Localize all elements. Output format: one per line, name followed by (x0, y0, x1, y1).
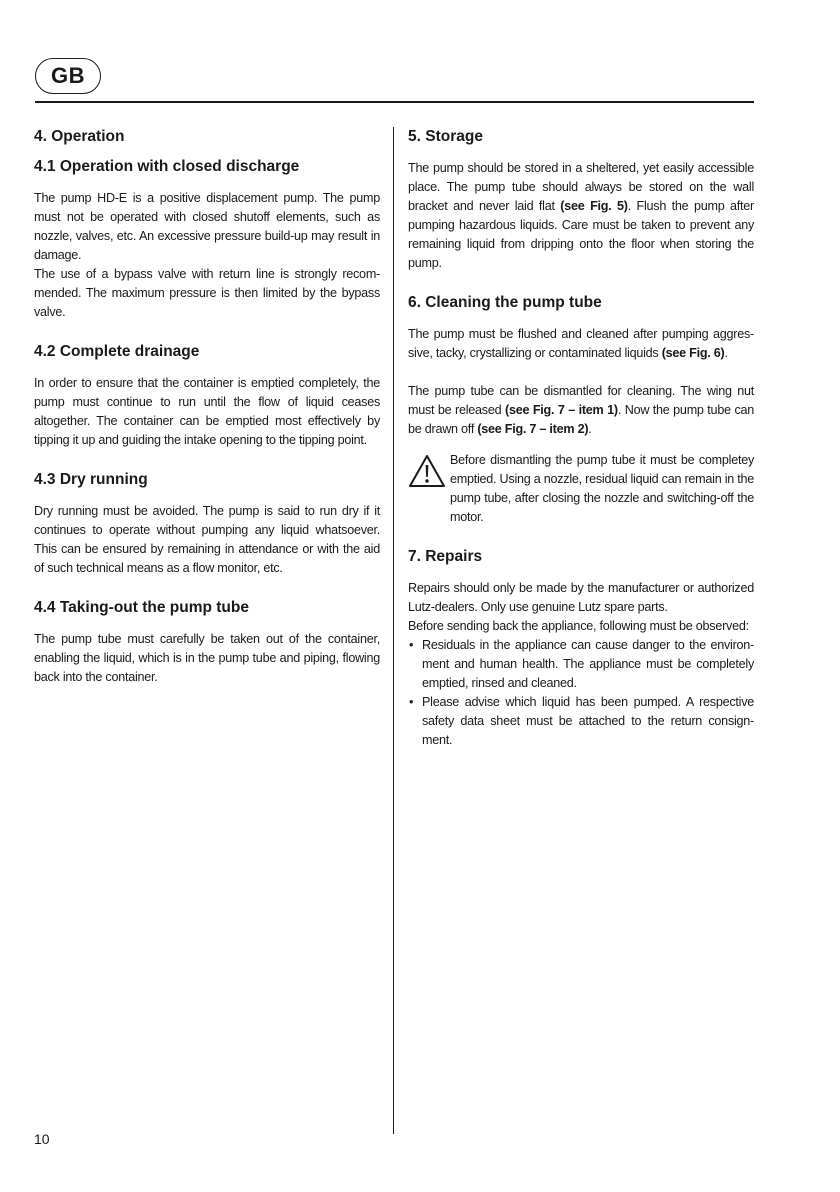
column-divider (393, 127, 394, 1134)
page-number: 10 (34, 1131, 50, 1147)
paragraph-closed-discharge-1: The pump HD-E is a positive displacement pump. The pump must not be operated with closed shutoff elements, such as nozzle, valves, etc. An excessive pressure build-up may result in damage. (34, 191, 380, 262)
paragraph-complete-drainage: In order to ensure that the container is emptied completely, the pump must continue to run until the flow of liquid ceases altogether. The container can be emptied most effectively by tipping it up and guiding the intake opening to the tipping point. (34, 376, 380, 447)
figure-reference: (see Fig. 5) (560, 199, 628, 213)
list-item: • Please advise which liquid has been pumped. A respective safety data sheet must be attached to the return consign-ment. (409, 695, 754, 747)
header-rule (35, 101, 754, 103)
paragraph-cleaning-2: The pump tube can be dismantled for cleaning. The wing nut must be released (see Fig. 7 – item 1). Now the pump tube can be drawn off (see Fig. 7 – item 2). (408, 384, 755, 436)
bullet-icon: • (409, 695, 414, 709)
section-title-closed-discharge: 4.1 Operation with closed discharge (34, 158, 300, 175)
paragraph-closed-discharge-2: The use of a bypass valve with return line is strongly recom-mended. The maximum pressure is then limited by the bypass valve. (34, 267, 380, 319)
language-badge (35, 58, 101, 94)
section-title-complete-drainage: 4.2 Complete drainage (34, 343, 200, 360)
warning-triangle-icon (408, 451, 448, 527)
left-column (34, 127, 380, 687)
section-title-taking-out: 4.4 Taking-out the pump tube (34, 599, 249, 616)
paragraph-dry-running: Dry running must be avoided. The pump is said to run dry if it continues to operate without pumping any liquid whatsoever. This can be ensured by remaining in attendance or with the aid of such technical means as a flow monitor, etc. (34, 504, 380, 575)
warning-note (408, 451, 754, 527)
paragraph-storage: The pump should be stored in a sheltered, yet easily accessible place. The pump tube should always be stored on the wall bracket and never laid flat (see Fig. 5). Flush the pump after pumping hazardous liquids. Care must be taken to prevent any remaining liquid from dripping onto the floor when storing the pump. (408, 161, 754, 270)
right-column (408, 127, 754, 750)
paragraph-repairs-2: Before sending back the appliance, following must be observed: (408, 619, 749, 633)
paragraph-taking-out: The pump tube must carefully be taken out of the container, enabling the liquid, which is in the pump tube and piping, flowing back into the container. (34, 632, 380, 684)
paragraph-cleaning-1: The pump must be flushed and cleaned after pumping aggres-sive, tacky, crystallizing or contaminated liquids (see Fig. 6). (408, 327, 754, 360)
figure-reference: (see Fig. 7 – item 1) (505, 403, 618, 417)
warning-text: Before dismantling the pump tube it must be completey emptied. Using a nozzle, residual liquid can remain in the pump tube, after closing the nozzle and switching-off the motor. (450, 453, 755, 524)
list-item: • Residuals in the appliance can cause danger to the environ-ment and human health. The appliance must be completely emptied, rinsed and cleaned. (409, 638, 754, 690)
figure-reference: (see Fig. 6) (661, 346, 725, 360)
paragraph-repairs-1: Repairs should only be made by the manufacturer or authorized Lutz-dealers. Only use genuine Lutz spare parts. (408, 581, 754, 614)
figure-reference: (see Fig. 7 – item 2) (477, 422, 589, 436)
section-title-operation: 4. Operation (34, 128, 125, 145)
section-title-dry-running: 4.3 Dry running (34, 471, 148, 488)
repairs-bullet-list (408, 636, 754, 750)
bullet-icon: • (409, 638, 414, 652)
section-title-cleaning: 6. Cleaning the pump tube (408, 294, 602, 311)
section-title-storage: 5. Storage (408, 128, 483, 145)
language-badge-label: GB (51, 63, 85, 88)
section-title-repairs: 7. Repairs (408, 548, 483, 565)
